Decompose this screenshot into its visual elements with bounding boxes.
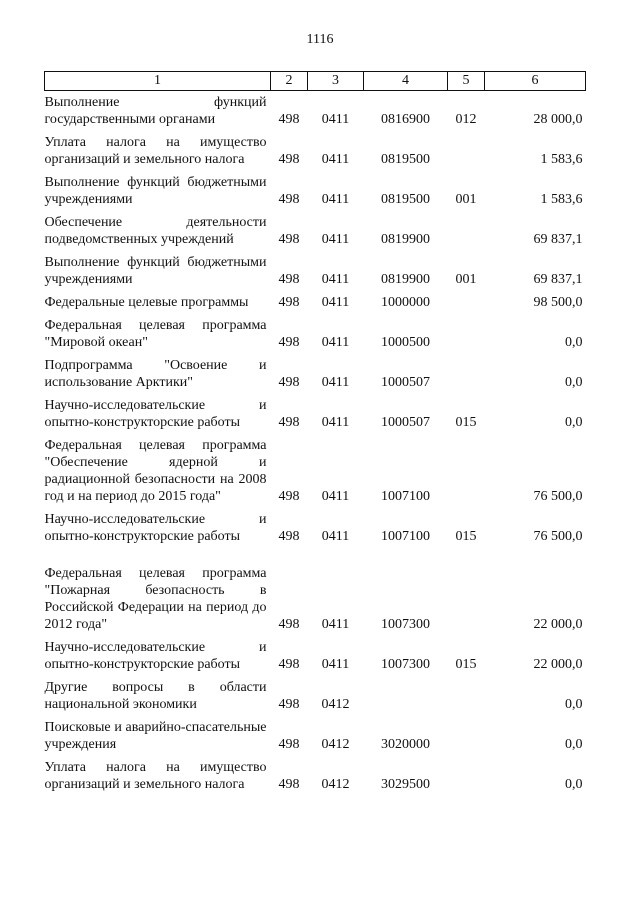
table-row — [45, 314, 586, 354]
row-col-3: 0412 — [321, 777, 350, 792]
row-col-4: 1000500 — [381, 335, 430, 350]
row-col-3: 0411 — [321, 529, 350, 544]
row-col-4: 1007100 — [381, 529, 430, 544]
row-col-2: 498 — [278, 232, 300, 247]
table-row — [45, 354, 586, 394]
table-row — [45, 548, 586, 636]
row-col-4: 1007100 — [381, 489, 430, 504]
row-amount: 0,0 — [565, 335, 583, 350]
row-col-4: 3020000 — [381, 737, 430, 752]
row-amount: 98 500,0 — [533, 295, 583, 310]
row-name: Федеральные целевые программы — [44, 295, 249, 310]
row-name: Федеральная целевая программа "Мировой океан" — [44, 318, 267, 350]
row-col-5 — [448, 716, 485, 756]
header-col-5: 5 — [448, 72, 485, 91]
table-row — [45, 91, 586, 132]
row-col-5 — [448, 354, 485, 394]
row-col-3: 0411 — [321, 657, 350, 672]
row-col-4: 0819500 — [381, 152, 430, 167]
row-col-4: 1007300 — [381, 617, 430, 632]
table-row — [45, 716, 586, 756]
row-name: Другие вопросы в области национальной экономики — [44, 680, 267, 712]
row-col-4: 0819500 — [381, 192, 430, 207]
table-row — [45, 131, 586, 171]
row-amount: 1 583,6 — [540, 152, 583, 167]
row-amount: 22 000,0 — [533, 657, 583, 672]
row-col-5: 015 — [455, 415, 477, 430]
row-name: Уплата налога на имущество организаций и земельного налога — [44, 760, 267, 792]
row-col-2: 498 — [278, 529, 300, 544]
row-col-3: 0411 — [321, 295, 350, 310]
table-row — [45, 676, 586, 716]
row-col-4: 1000507 — [381, 375, 430, 390]
row-col-5 — [448, 676, 485, 716]
table-header — [45, 72, 586, 91]
row-amount: 28 000,0 — [533, 112, 583, 127]
row-col-3: 0411 — [321, 192, 350, 207]
row-col-5: 012 — [455, 112, 477, 127]
budget-table — [44, 71, 586, 796]
table-body — [45, 91, 586, 797]
row-col-2: 498 — [278, 152, 300, 167]
table-row — [45, 508, 586, 548]
row-name: Научно-исследовательские и опытно-конструкторские работы — [44, 398, 267, 430]
row-col-5: 015 — [455, 657, 477, 672]
row-col-3: 0411 — [321, 375, 350, 390]
row-col-2: 498 — [278, 192, 300, 207]
row-name: Научно-исследовательские и опытно-конструкторские работы — [44, 512, 267, 544]
row-amount: 76 500,0 — [533, 529, 583, 544]
row-col-2: 498 — [278, 697, 300, 712]
page-number: 1116 — [306, 32, 334, 47]
row-col-5 — [448, 291, 485, 314]
table-row — [45, 756, 586, 796]
table-row — [45, 394, 586, 434]
row-col-2: 498 — [278, 375, 300, 390]
header-col-6: 6 — [485, 72, 586, 91]
row-col-2: 498 — [278, 657, 300, 672]
header-col-1: 1 — [45, 72, 271, 91]
row-col-5 — [448, 314, 485, 354]
row-col-3: 0412 — [321, 697, 350, 712]
row-name: Уплата налога на имущество организаций и земельного налога — [44, 135, 267, 167]
row-col-3: 0411 — [321, 152, 350, 167]
row-amount: 0,0 — [565, 777, 583, 792]
row-name: Выполнение функций бюджетными учреждениями — [44, 255, 267, 287]
row-name: Поисковые и аварийно-спасательные учреждения — [44, 720, 267, 752]
row-name: Обеспечение деятельности подведомственных учреждений — [44, 215, 267, 247]
row-col-4: 0819900 — [381, 272, 430, 287]
row-col-4: 0816900 — [381, 112, 430, 127]
table-row — [45, 211, 586, 251]
row-col-2: 498 — [278, 489, 300, 504]
row-col-5 — [448, 211, 485, 251]
row-col-3: 0411 — [321, 112, 350, 127]
row-col-2: 498 — [278, 112, 300, 127]
row-col-2: 498 — [278, 335, 300, 350]
row-amount: 69 837,1 — [533, 272, 583, 287]
row-amount: 22 000,0 — [533, 617, 583, 632]
row-col-5: 015 — [455, 529, 477, 544]
row-col-5: 001 — [455, 192, 477, 207]
row-name: Выполнение функций бюджетными учреждениями — [44, 175, 267, 207]
row-col-5: 001 — [455, 272, 477, 287]
table-row — [45, 171, 586, 211]
row-col-2: 498 — [278, 777, 300, 792]
row-col-2: 498 — [278, 415, 300, 430]
row-col-4: 1000507 — [381, 415, 430, 430]
row-col-2: 498 — [278, 617, 300, 632]
row-name: Федеральная целевая программа "Пожарная безопасность в Российской Федерации на период до 2012 года" — [44, 566, 267, 632]
row-col-2: 498 — [278, 737, 300, 752]
row-col-5 — [448, 548, 485, 636]
row-col-4: 1000000 — [381, 295, 430, 310]
row-col-5 — [448, 756, 485, 796]
row-col-3: 0411 — [321, 232, 350, 247]
row-amount: 0,0 — [565, 737, 583, 752]
table-row — [45, 636, 586, 676]
row-name: Подпрограмма "Освоение и использование Арктики" — [44, 358, 267, 390]
row-col-3: 0411 — [321, 335, 350, 350]
header-col-3: 3 — [308, 72, 364, 91]
row-col-2: 498 — [278, 272, 300, 287]
row-col-3: 0411 — [321, 415, 350, 430]
row-amount: 0,0 — [565, 415, 583, 430]
row-amount: 76 500,0 — [533, 489, 583, 504]
row-amount: 1 583,6 — [540, 192, 583, 207]
row-amount: 0,0 — [565, 697, 583, 712]
row-col-5 — [448, 434, 485, 508]
row-name: Выполнение функций государственными органами — [44, 95, 267, 127]
table-row — [45, 434, 586, 508]
row-col-3: 0412 — [321, 737, 350, 752]
row-col-4: 1007300 — [381, 657, 430, 672]
row-amount: 69 837,1 — [533, 232, 583, 247]
row-col-4: 0819900 — [381, 232, 430, 247]
row-col-4 — [364, 676, 448, 716]
row-name: Федеральная целевая программа "Обеспечение ядерной и радиационной безопасности на 2008 год и на период до 2015 года" — [44, 438, 267, 504]
row-col-2: 498 — [278, 295, 300, 310]
row-amount: 0,0 — [565, 375, 583, 390]
header-col-2: 2 — [271, 72, 308, 91]
header-col-4: 4 — [364, 72, 448, 91]
row-col-4: 3029500 — [381, 777, 430, 792]
table-row — [45, 251, 586, 291]
row-col-3: 0411 — [321, 489, 350, 504]
row-col-3: 0411 — [321, 272, 350, 287]
row-col-5 — [448, 131, 485, 171]
table-row — [45, 291, 586, 314]
row-name: Научно-исследовательские и опытно-конструкторские работы — [44, 640, 267, 672]
row-col-3: 0411 — [321, 617, 350, 632]
